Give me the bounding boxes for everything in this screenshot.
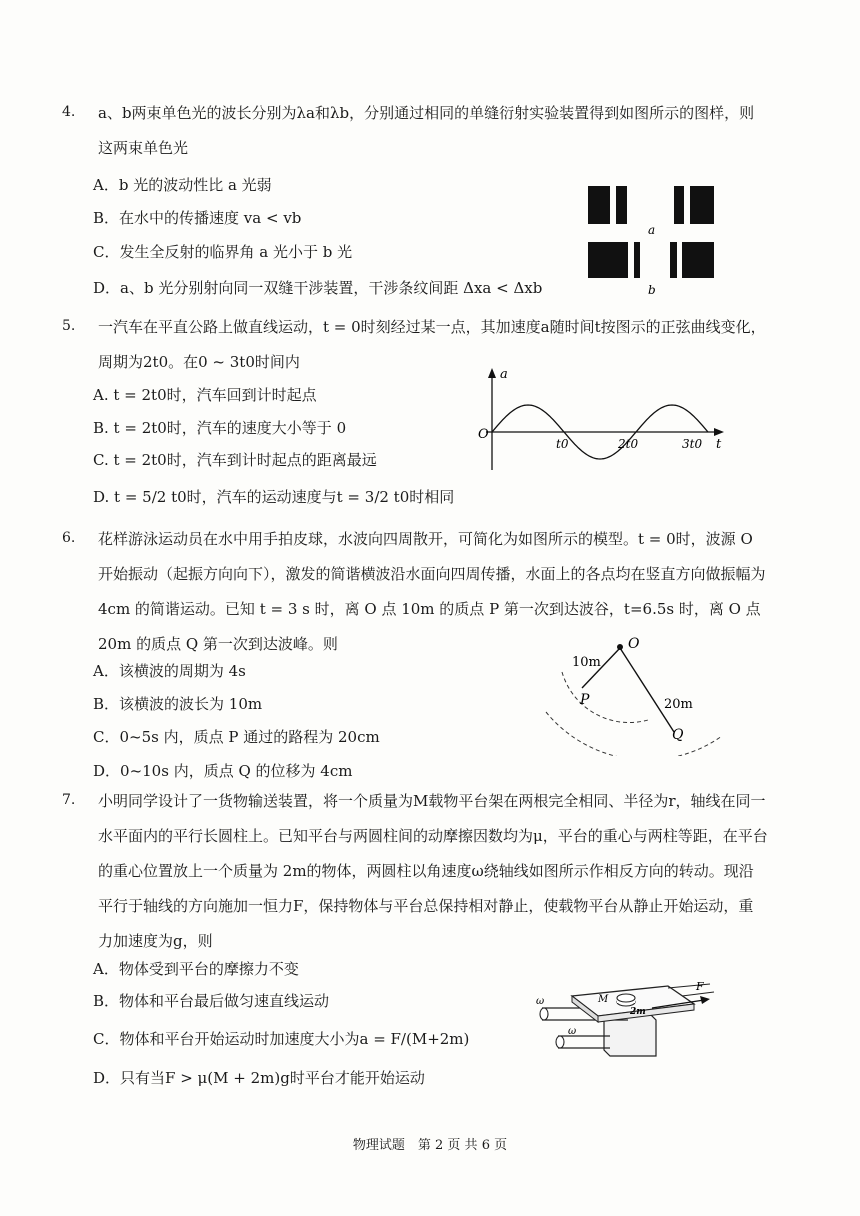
- force-f-label: F: [696, 980, 704, 993]
- cylinder-1-end: [540, 1008, 548, 1020]
- option-a: A．物体受到平台的摩擦力不变: [93, 960, 299, 978]
- t-axis-label: t: [716, 437, 722, 452]
- option-a: A. t = 2t0时，汽车回到计时起点: [93, 386, 317, 404]
- rail-top: [668, 984, 710, 988]
- t-axis-arrow: [714, 428, 724, 436]
- diffraction-pattern-figure: [582, 178, 722, 300]
- label-20m: 20m: [664, 697, 693, 712]
- wavefront-20m: [546, 712, 722, 756]
- force-arrow-head: [700, 996, 710, 1004]
- option-d: D．0~10s 内，质点 Q 的位移为 4cm: [93, 762, 353, 780]
- pattern-a: [588, 186, 714, 224]
- pattern-b: [588, 242, 714, 278]
- option-b: B. t = 2t0时，汽车的速度大小等于 0: [93, 419, 347, 437]
- option-c: C. t = 2t0时，汽车到计时起点的距离最远: [93, 451, 377, 469]
- t0-label: t0: [556, 437, 569, 451]
- option-b: B．在水中的传播速度 va < vb: [93, 209, 302, 227]
- wavefront-10m: [562, 672, 648, 723]
- option-a: A．b 光的波动性比 a 光弱: [93, 176, 272, 194]
- origin-label: O: [478, 427, 489, 442]
- line-o-q: [620, 648, 674, 732]
- option-d: D．只有当F > μ(M + 2m)g时平台才能开始运动: [93, 1069, 425, 1087]
- cylinder-2-end: [556, 1036, 564, 1048]
- mass-m-label: M: [598, 994, 609, 1005]
- label-q: Q: [672, 727, 684, 743]
- source-o-dot: [617, 644, 623, 650]
- wave-circles-figure: [540, 634, 730, 756]
- option-b: B．物体和平台最后做匀速直线运动: [93, 992, 330, 1010]
- question-stem: a、b两束单色光的波长分别为λa和λb，分别通过相同的单缝衍射实验装置得到如图所示的图样，则这两束单色光: [98, 104, 755, 157]
- conveyor-platform-figure: [532, 968, 722, 1064]
- page-footer: 物理试题 第 2 页 共 6 页: [352, 1138, 508, 1153]
- option-d: D．a、b 光分别射向同一双缝干涉装置，干涉条纹间距 Δxa < Δxb: [93, 279, 543, 297]
- label-10m: 10m: [572, 655, 601, 670]
- cargo-object-top: [617, 994, 635, 1002]
- mass-2m-label: 2m: [630, 1007, 646, 1017]
- option-a: A．该横波的周期为 4s: [93, 662, 246, 680]
- omega-label-2: ω: [568, 1026, 577, 1037]
- option-b: B．该横波的波长为 10m: [93, 695, 263, 713]
- question-stem: 一汽车在平直公路上做直线运动，t = 0时刻经过某一点，其加速度a随时间t按图示的正弦曲线变化，周期为2t0。在0 ~ 3t0时间内: [98, 318, 766, 371]
- option-c: C．发生全反射的临界角 a 光小于 b 光: [93, 243, 353, 261]
- option-c: C．0~5s 内，质点 P 通过的路程为 20cm: [93, 728, 380, 746]
- acceleration-time-graph: [472, 366, 734, 476]
- question-stem: 小明同学设计了一货物输送装置，将一个质量为M载物平台架在两根完全相同、半径为r，轴线在同一水平面内的平行长圆柱上。已知平台与两圆柱间的动摩擦因数均为μ，平台的重心与两柱等距，在平台的重心位置放上一个质量为 2m的物体，两圆柱以角速度ω绕轴线如图所示作相反方向的转动。现沿平行于轴线的方向施加一恒力F，保持物体与平台总保持相对静止，使载物平台从静止开始运动，重力加速度为g，则: [98, 792, 768, 950]
- a-axis-label: a: [500, 367, 508, 382]
- question-number: 5.: [62, 318, 76, 334]
- question-stem: 花样游泳运动员在水中用手拍皮球，水波向四周散开，可简化为如图所示的模型。t = 0时，波源 O 开始振动（起振方向向下），激发的简谐横波沿水面向四周传播，水面上的各点均在竖直方向做振幅为4cm 的简谐运动。已知 t = 3 s 时，离 O 点 10m 的质点 P 第一次到达波谷，t=6.5s 时，离 O 点 20m 的质点 Q 第一次到达波峰。则: [98, 530, 766, 653]
- 2t0-label: 2t0: [618, 437, 639, 451]
- option-d: D. t = 5/2 t0时，汽车的运动速度与t = 3/2 t0时相同: [93, 488, 455, 506]
- label-b: b: [648, 283, 656, 297]
- a-axis-arrow: [488, 368, 496, 378]
- question-number: 6.: [62, 530, 76, 546]
- label-a: a: [648, 223, 656, 237]
- question-number: 7.: [62, 792, 76, 808]
- label-p: P: [580, 692, 590, 708]
- question-number: 4.: [62, 104, 76, 120]
- label-o: O: [628, 636, 640, 652]
- 3t0-label: 3t0: [682, 437, 703, 451]
- option-c: C．物体和平台开始运动时加速度大小为a = F/(M+2m): [93, 1030, 470, 1048]
- omega-label-1: ω: [536, 996, 545, 1007]
